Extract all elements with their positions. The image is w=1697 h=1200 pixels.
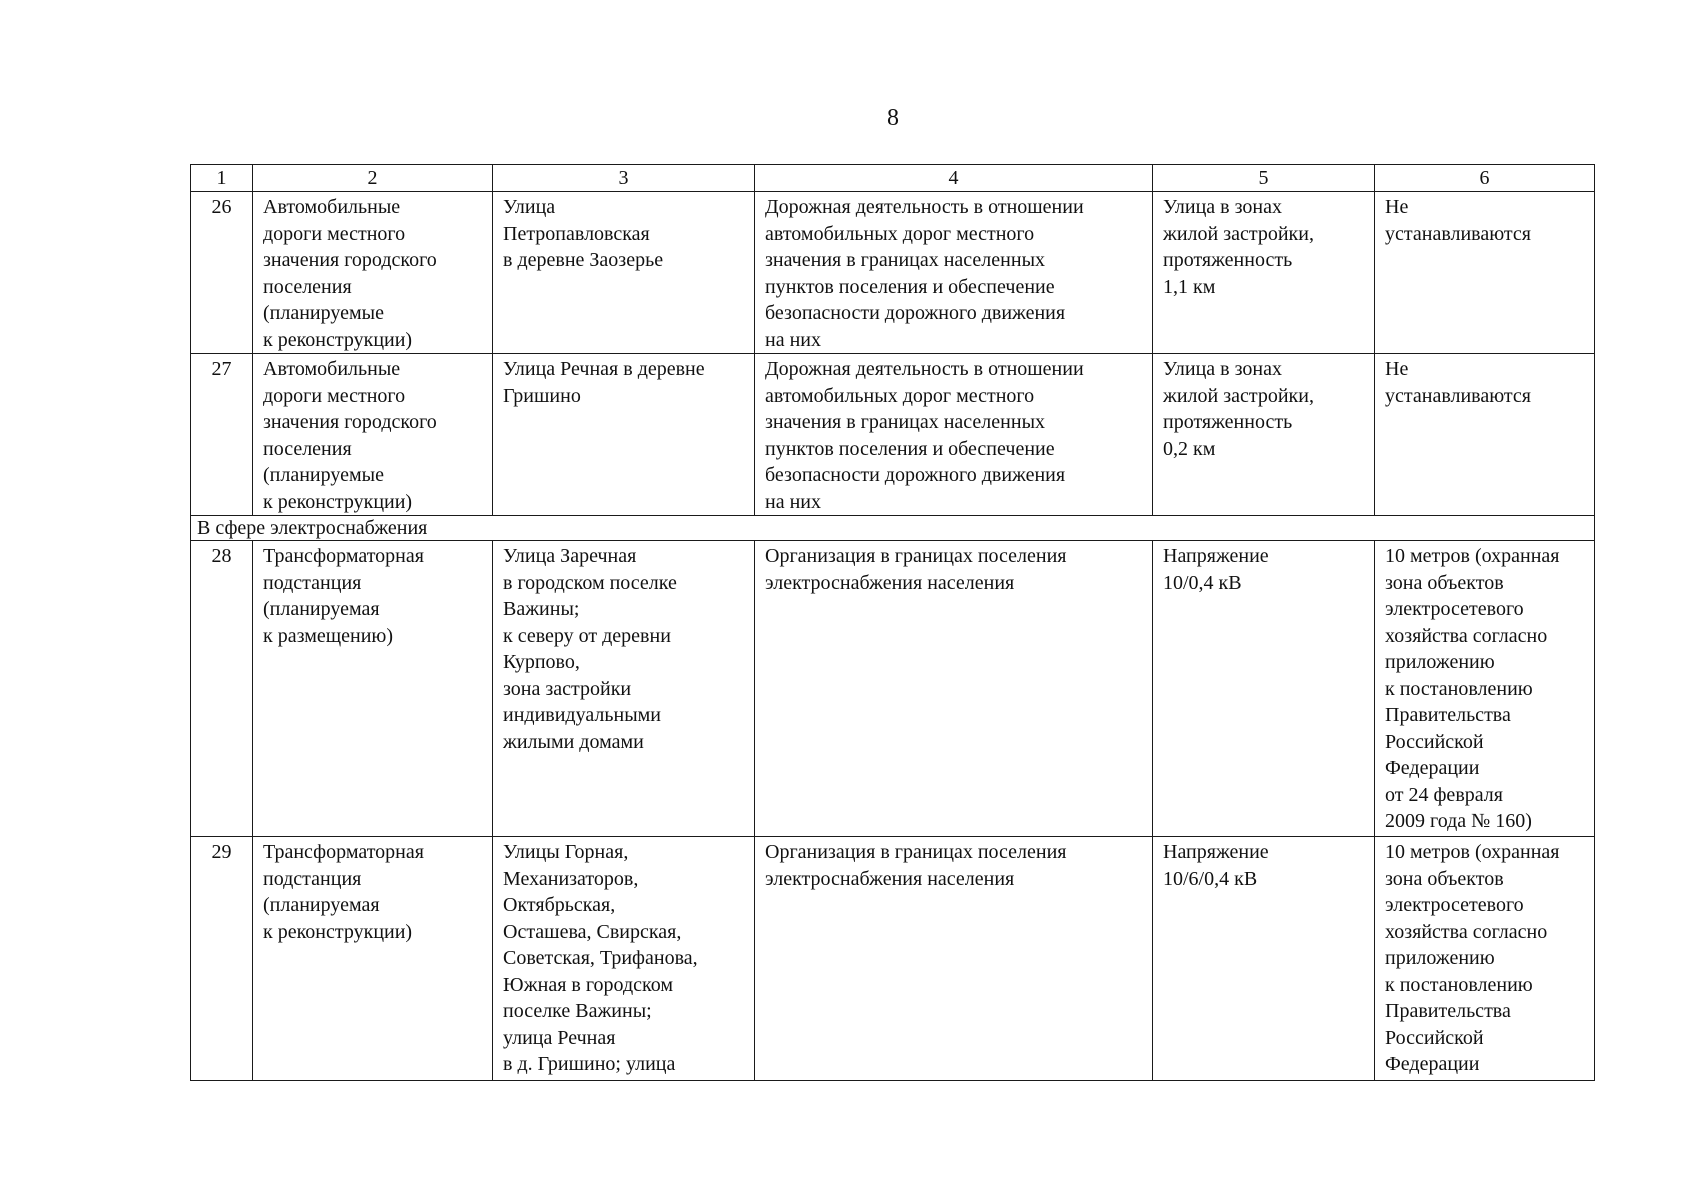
- column-number-header: 4: [755, 165, 1153, 192]
- object-name-cell: Трансформаторная подстанция (планируемая к реконструкции): [253, 837, 493, 1081]
- table-row: [191, 354, 1595, 516]
- column-number-header: 6: [1375, 165, 1595, 192]
- column-number-header: 2: [253, 165, 493, 192]
- page-number: 8: [887, 105, 899, 131]
- section-title: В сфере электроснабжения: [191, 516, 1595, 541]
- table-row: [191, 541, 1595, 837]
- row-number: 28: [191, 541, 253, 837]
- location-cell: Улица Петропавловская в деревне Заозерье: [493, 192, 755, 354]
- location-cell: Улицы Горная, Механизаторов, Октябрьская, Осташева, Свирская, Советская, Трифанова, Южная в городском поселке Важины; улица Речная в д. Гришино; улица: [493, 837, 755, 1081]
- section-row: [191, 516, 1595, 541]
- objects-table: [190, 164, 1595, 1081]
- purpose-cell: Организация в границах поселения электроснабжения населения: [755, 837, 1153, 1081]
- zone-cell: 10 метров (охранная зона объектов электросетевого хозяйства согласно приложению к постановлению Правительства Российской Федерации: [1375, 837, 1595, 1081]
- characteristics-cell: Напряжение 10/6/0,4 кВ: [1153, 837, 1375, 1081]
- zone-cell: Не устанавливаются: [1375, 354, 1595, 516]
- column-number-header: 1: [191, 165, 253, 192]
- purpose-cell: Дорожная деятельность в отношении автомобильных дорог местного значения в границах населенных пунктов поселения и обеспечение безопасности дорожного движения на них: [755, 192, 1153, 354]
- location-cell: Улица Заречная в городском поселке Важины; к северу от деревни Курпово, зона застройки индивидуальными жилыми домами: [493, 541, 755, 837]
- table-row: [191, 837, 1595, 1081]
- characteristics-cell: Улица в зонах жилой застройки, протяженность 1,1 км: [1153, 192, 1375, 354]
- object-name-cell: Автомобильные дороги местного значения городского поселения (планируемые к реконструкции): [253, 354, 493, 516]
- table-row: [191, 192, 1595, 354]
- characteristics-cell: Напряжение 10/0,4 кВ: [1153, 541, 1375, 837]
- purpose-cell: Организация в границах поселения электроснабжения населения: [755, 541, 1153, 837]
- row-number: 27: [191, 354, 253, 516]
- characteristics-cell: Улица в зонах жилой застройки, протяженность 0,2 км: [1153, 354, 1375, 516]
- column-number-header: 3: [493, 165, 755, 192]
- row-number: 29: [191, 837, 253, 1081]
- column-number-row: [191, 165, 1595, 192]
- zone-cell: Не устанавливаются: [1375, 192, 1595, 354]
- zone-cell: 10 метров (охранная зона объектов электросетевого хозяйства согласно приложению к постановлению Правительства Российской Федерации от 24 февраля 2009 года № 160): [1375, 541, 1595, 837]
- object-name-cell: Автомобильные дороги местного значения городского поселения (планируемые к реконструкции): [253, 192, 493, 354]
- location-cell: Улица Речная в деревне Гришино: [493, 354, 755, 516]
- purpose-cell: Дорожная деятельность в отношении автомобильных дорог местного значения в границах населенных пунктов поселения и обеспечение безопасности дорожного движения на них: [755, 354, 1153, 516]
- row-number: 26: [191, 192, 253, 354]
- column-number-header: 5: [1153, 165, 1375, 192]
- object-name-cell: Трансформаторная подстанция (планируемая к размещению): [253, 541, 493, 837]
